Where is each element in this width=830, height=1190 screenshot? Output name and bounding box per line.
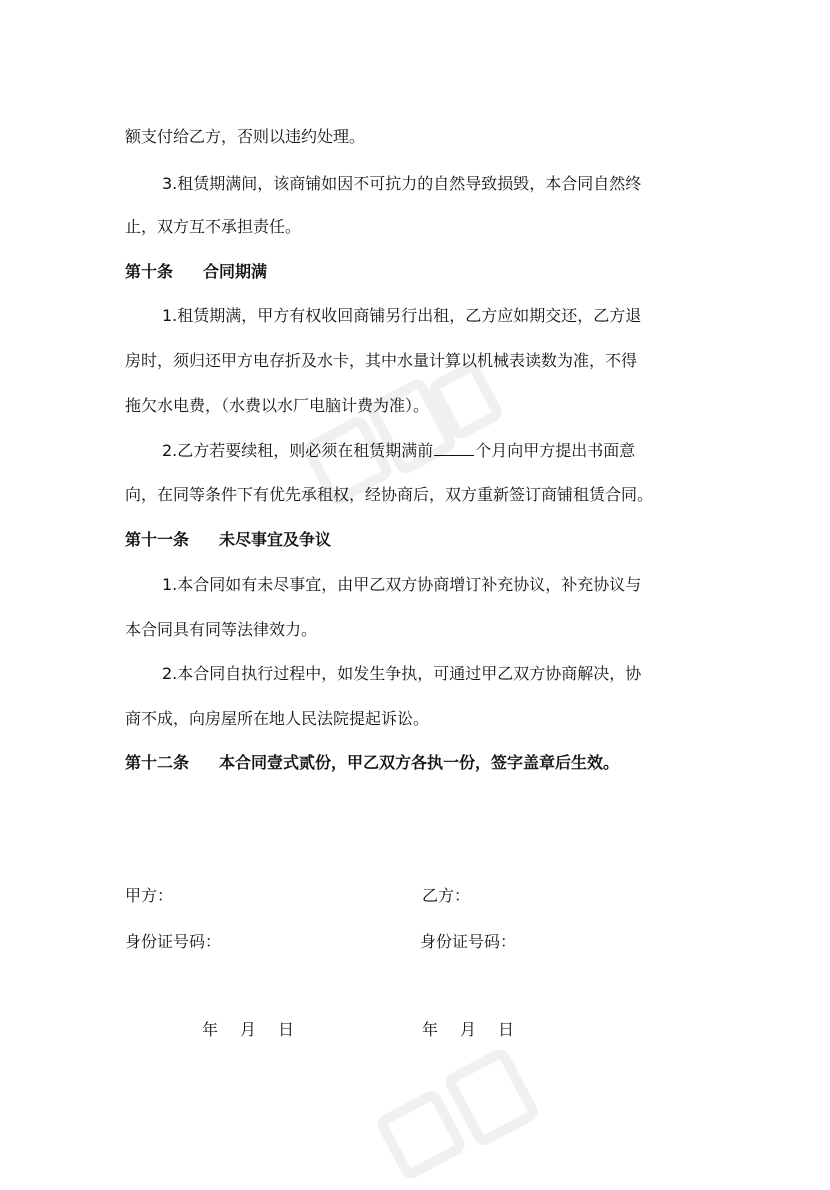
clause11-title: 未尽事宜及争议: [219, 530, 332, 549]
clause10-item1-line1: 1.租赁期满，甲方有权收回商铺另行出租，乙方应如期交还，乙方退: [162, 306, 642, 325]
clause10-item1-line2: 房时，须归还甲方电存折及水卡，其中水量计算以机械表读数为准，不得: [125, 351, 638, 370]
party-b-day: 日: [498, 1020, 515, 1039]
party-a-day: 日: [278, 1020, 295, 1039]
clause11-item1-line1: 1.本合同如有未尽事宜，由甲乙双方协商增订补充协议，补充协议与: [162, 575, 642, 594]
clause9-item3-line1: 3.租赁期满间，该商铺如因不可抗力的自然导致损毁，本合同自然终: [162, 174, 642, 193]
clause11-item1-line2: 本合同具有同等法律效力。: [125, 620, 318, 639]
paragraph-line: 额支付给乙方，否则以违约处理。: [125, 127, 366, 146]
clause12-title: 本合同壹式贰份，甲乙双方各执一份，签字盖章后生效。: [219, 753, 620, 772]
party-b-date: [422, 1020, 536, 1040]
party-a-month: 月: [240, 1020, 257, 1039]
party-b-month: 月: [460, 1020, 477, 1039]
party-b-label: 乙方：: [422, 886, 471, 905]
party-a-date: [202, 1020, 316, 1040]
clause10-item1-line3: 拖欠水电费，（水费以水厂电脑计费为准）。: [125, 396, 430, 415]
clause10-item2-line2: 向，在同等条件下有优先承租权，经协商后，双方重新签订商铺租赁合同。: [125, 485, 654, 504]
clause12-heading: [125, 753, 619, 773]
clause12-number: 第十二条: [125, 753, 190, 772]
clause11-number: 第十一条: [125, 530, 190, 549]
clause11-heading: [125, 530, 331, 550]
party-a-year: 年: [202, 1020, 219, 1039]
clause10-item2-text-a: 2.乙方若要续租，则必须在租赁期满前: [162, 441, 434, 460]
party-b-year: 年: [422, 1020, 439, 1039]
clause10-number: 第十条: [125, 262, 174, 281]
clause10-heading: [125, 262, 267, 282]
party-a-label: 甲方：: [125, 886, 174, 905]
clause10-item2-text-b: 个月向甲方提出书面意: [475, 441, 636, 460]
clause10-title: 合同期满: [203, 262, 268, 281]
party-b-id-label: 身份证号码：: [420, 932, 517, 951]
months-blank-field[interactable]: [434, 441, 474, 456]
watermark-logo-bottom: [360, 1050, 580, 1190]
clause9-item3-line2: 止，双方互不承担责任。: [125, 217, 302, 236]
clause10-item2-line1: [162, 441, 635, 461]
party-a-id-label: 身份证号码：: [125, 932, 222, 951]
clause11-item2-line2: 商不成，向房屋所在地人民法院提起诉讼。: [125, 709, 430, 728]
clause11-item2-line1: 2.本合同自执行过程中，如发生争执，可通过甲乙双方协商解决，协: [162, 664, 642, 683]
